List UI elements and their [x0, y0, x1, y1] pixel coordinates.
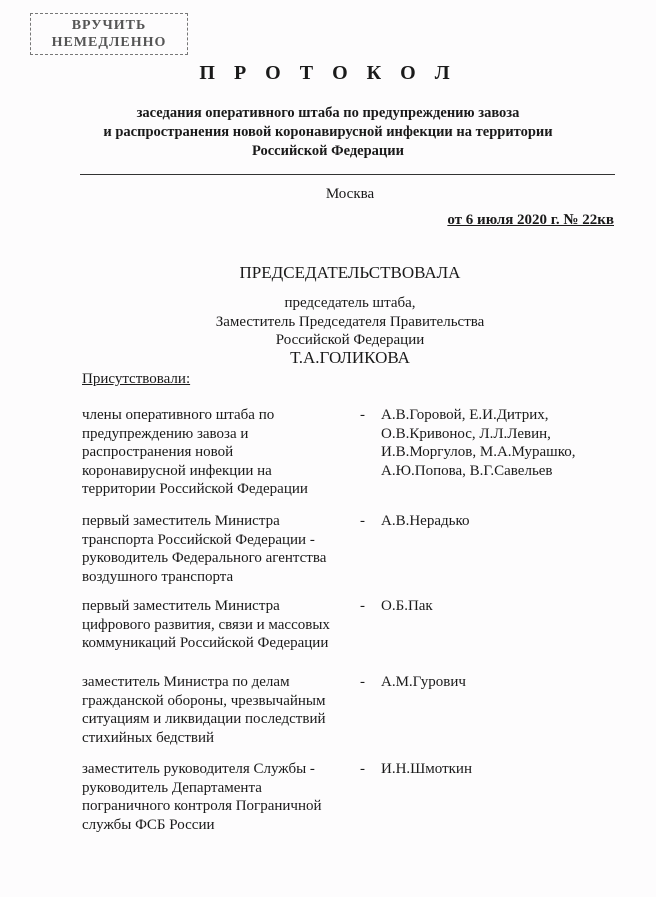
- role-line: территории Российской Федерации: [82, 481, 308, 497]
- role-line: ситуациям и ликвидации последствий: [82, 711, 326, 727]
- dash-separator: -: [360, 407, 365, 423]
- date-and-number: от 6 июля 2020 г. № 22кв: [447, 212, 614, 228]
- name-line: О.Б.Пак: [381, 598, 433, 614]
- chair-description: [0, 294, 656, 350]
- role-line: распространения новой: [82, 444, 234, 460]
- subtitle-line: заседания оперативного штаба по предупреждению завоза: [136, 105, 520, 121]
- dash-separator: -: [360, 598, 365, 614]
- chair-name: Т.А.ГОЛИКОВА: [290, 348, 410, 367]
- attendee-role: [82, 597, 362, 653]
- role-line: предупреждению завоза и: [82, 425, 249, 442]
- separator-line: [80, 174, 615, 175]
- attendee-names: [381, 406, 641, 480]
- attendee-role: [82, 512, 362, 586]
- dash-separator: -: [360, 674, 365, 690]
- attendees-heading: Присутствовали:: [82, 371, 191, 387]
- name-line: О.В.Кривонос, Л.Л.Левин,: [381, 425, 551, 442]
- role-line: службы ФСБ России: [82, 816, 215, 833]
- role-line: члены оперативного штаба по: [82, 407, 275, 423]
- role-line: руководитель Департамента: [82, 779, 262, 796]
- name-line: А.В.Горовой, Е.И.Дитрих,: [381, 407, 549, 423]
- role-line: коронавирусной инфекции на: [82, 462, 272, 479]
- role-line: стихийных бедствий: [82, 729, 215, 746]
- city: Москва: [325, 186, 375, 202]
- urgent-stamp: [30, 13, 188, 55]
- role-line: цифрового развития, связи и массовых: [82, 616, 330, 633]
- attendee-names: [381, 760, 641, 779]
- subtitle-line: и распространения новой коронавирусной инфекции на территории: [103, 124, 553, 140]
- stamp-line: НЕМЕДЛЕННО: [51, 35, 167, 50]
- dash-separator: -: [360, 761, 365, 777]
- role-line: руководитель Федерального агентства: [82, 550, 327, 566]
- role-line: заместитель Министра по делам: [82, 674, 290, 690]
- document-subtitle: [0, 104, 656, 161]
- chair-description-line: Заместитель Председателя Правительства: [215, 313, 485, 330]
- role-line: гражданской обороны, чрезвычайным: [82, 692, 326, 709]
- attendee-names: [381, 512, 641, 531]
- attendee-role: [82, 760, 362, 834]
- role-line: транспорта Российской Федерации -: [82, 531, 315, 548]
- stamp-line: ВРУЧИТЬ: [71, 18, 147, 33]
- name-line: А.Ю.Попова, В.Г.Савельев: [381, 462, 553, 479]
- attendee-names: [381, 673, 641, 692]
- name-line: И.В.Моргулов, М.А.Мурашко,: [381, 444, 576, 460]
- name-line: А.М.Гурович: [381, 674, 466, 690]
- role-line: пограничного контроля Пограничной: [82, 798, 322, 814]
- chair-heading: ПРЕДСЕДАТЕЛЬСТВОВАЛА: [239, 263, 461, 282]
- attendee-role: [82, 673, 362, 747]
- dash-separator: -: [360, 513, 365, 529]
- chair-description-line: Российской Федерации: [275, 332, 425, 348]
- name-line: А.В.Нерадько: [381, 513, 470, 529]
- role-line: воздушного транспорта: [82, 568, 234, 585]
- role-line: первый заместитель Министра: [82, 598, 280, 614]
- attendee-names: [381, 597, 641, 616]
- subtitle-line: Российской Федерации: [251, 143, 404, 159]
- role-line: первый заместитель Министра: [82, 513, 280, 529]
- attendee-role: [82, 406, 362, 499]
- document-title: П Р О Т О К О Л: [199, 62, 457, 84]
- name-line: И.Н.Шмоткин: [381, 761, 472, 777]
- role-line: коммуникаций Российской Федерации: [82, 635, 329, 651]
- chair-description-line: председатель штаба,: [284, 295, 416, 311]
- role-line: заместитель руководителя Службы -: [82, 761, 315, 777]
